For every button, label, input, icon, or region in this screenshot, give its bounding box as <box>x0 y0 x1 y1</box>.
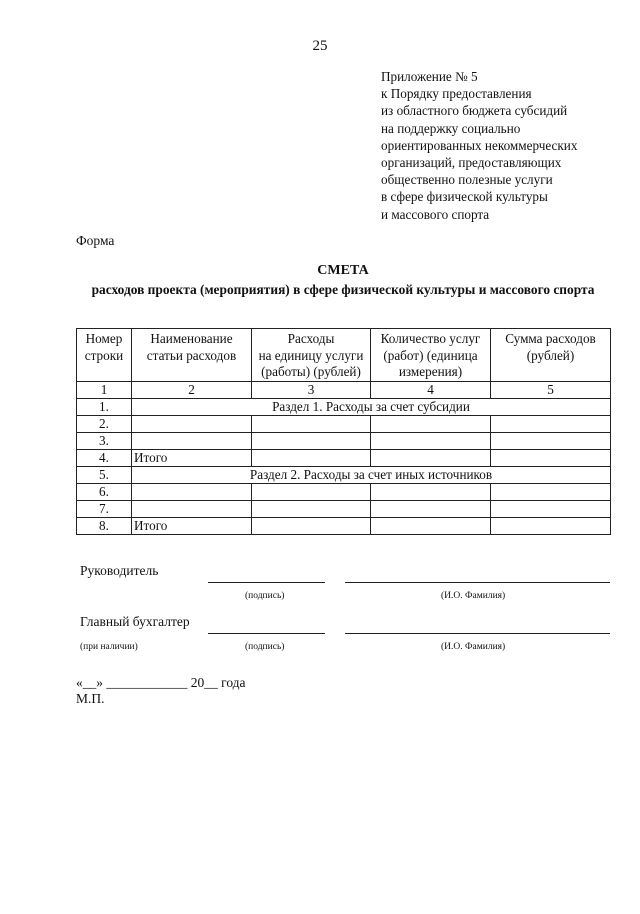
form-label: Форма <box>76 233 115 248</box>
document-title: СМЕТА <box>317 263 369 278</box>
signature-caption: (подпись) <box>245 591 285 601</box>
unit-cost-cell[interactable] <box>252 432 371 449</box>
expense-name-cell[interactable] <box>132 415 252 432</box>
section-row <box>77 466 611 483</box>
row-number: 2. <box>77 415 132 432</box>
total-label: Итого <box>132 449 252 466</box>
column-number-row <box>77 381 611 398</box>
quantity-cell[interactable] <box>371 449 491 466</box>
quantity-cell[interactable] <box>371 415 491 432</box>
table-row <box>77 500 611 517</box>
accountant-name-line[interactable] <box>345 633 610 634</box>
if-any-caption: (при наличии) <box>80 642 138 652</box>
signature-caption: (подпись) <box>245 642 285 652</box>
expense-name-cell[interactable] <box>132 500 252 517</box>
total-cell[interactable] <box>491 517 611 534</box>
total-label: Итого <box>132 517 252 534</box>
appendix-line: ориентированных некоммерческих <box>381 137 578 153</box>
table-row <box>77 415 611 432</box>
table-row <box>77 432 611 449</box>
total-cell[interactable] <box>491 415 611 432</box>
section-row <box>77 398 611 415</box>
page-number: 25 <box>312 38 328 54</box>
header-quantity: Количество услуг (работ) (единица измерения) <box>371 329 491 382</box>
column-number: 3 <box>252 381 371 398</box>
row-number: 8. <box>77 517 132 534</box>
header-row-number: Номер строки <box>77 329 132 382</box>
quantity-cell[interactable] <box>371 517 491 534</box>
name-caption: (И.О. Фамилия) <box>441 642 506 652</box>
appendix-line: общественно полезные услуги <box>381 172 553 188</box>
row-number: 6. <box>77 483 132 500</box>
section-title: Раздел 2. Расходы за счет иных источников <box>132 466 611 483</box>
header-total: Сумма расходов (рублей) <box>491 329 611 382</box>
date-line[interactable]: «__» ____________ 20__ года <box>76 675 246 690</box>
budget-table <box>76 328 611 535</box>
accountant-signature-line[interactable] <box>208 633 325 634</box>
head-signature-line[interactable] <box>208 582 325 583</box>
unit-cost-cell[interactable] <box>252 500 371 517</box>
appendix-line: к Порядку предоставления <box>381 86 532 102</box>
unit-cost-cell[interactable] <box>252 483 371 500</box>
subtotal-row <box>77 517 611 534</box>
row-number: 5. <box>77 466 132 483</box>
column-number: 1 <box>77 381 132 398</box>
quantity-cell[interactable] <box>371 432 491 449</box>
appendix-line: в сфере физической культуры <box>381 189 548 205</box>
document-subtitle: расходов проекта (мероприятия) в сфере физической культуры и массового спорта <box>91 282 595 297</box>
table-row <box>77 483 611 500</box>
head-name-line[interactable] <box>345 582 610 583</box>
appendix-line: организаций, предоставляющих <box>381 155 562 171</box>
appendix-line: из областного бюджета субсидий <box>381 103 568 119</box>
appendix-line: на поддержку социально <box>381 120 521 136</box>
section-title: Раздел 1. Расходы за счет субсидии <box>132 398 611 415</box>
name-caption: (И.О. Фамилия) <box>441 591 506 601</box>
subtotal-row <box>77 449 611 466</box>
expense-name-cell[interactable] <box>132 432 252 449</box>
quantity-cell[interactable] <box>371 483 491 500</box>
appendix-line: и массового спорта <box>381 206 490 222</box>
header-unit-cost: Расходы на единицу услуги (работы) (рублей) <box>252 329 371 382</box>
quantity-cell[interactable] <box>371 500 491 517</box>
appendix-line: Приложение № 5 <box>381 69 478 84</box>
column-number: 5 <box>491 381 611 398</box>
header-expense-item: Наименование статьи расходов <box>132 329 252 382</box>
row-number: 4. <box>77 449 132 466</box>
accountant-label: Главный бухгалтер <box>80 614 190 629</box>
column-number: 2 <box>132 381 252 398</box>
row-number: 3. <box>77 432 132 449</box>
total-cell[interactable] <box>491 500 611 517</box>
row-number: 1. <box>77 398 132 415</box>
head-label: Руководитель <box>80 563 159 578</box>
unit-cost-cell[interactable] <box>252 517 371 534</box>
unit-cost-cell[interactable] <box>252 415 371 432</box>
unit-cost-cell[interactable] <box>252 449 371 466</box>
stamp-place: М.П. <box>76 691 105 706</box>
column-number: 4 <box>371 381 491 398</box>
appendix-header <box>381 68 577 223</box>
total-cell[interactable] <box>491 432 611 449</box>
expense-name-cell[interactable] <box>132 483 252 500</box>
total-cell[interactable] <box>491 483 611 500</box>
row-number: 7. <box>77 500 132 517</box>
table-header-row <box>77 329 611 382</box>
total-cell[interactable] <box>491 449 611 466</box>
